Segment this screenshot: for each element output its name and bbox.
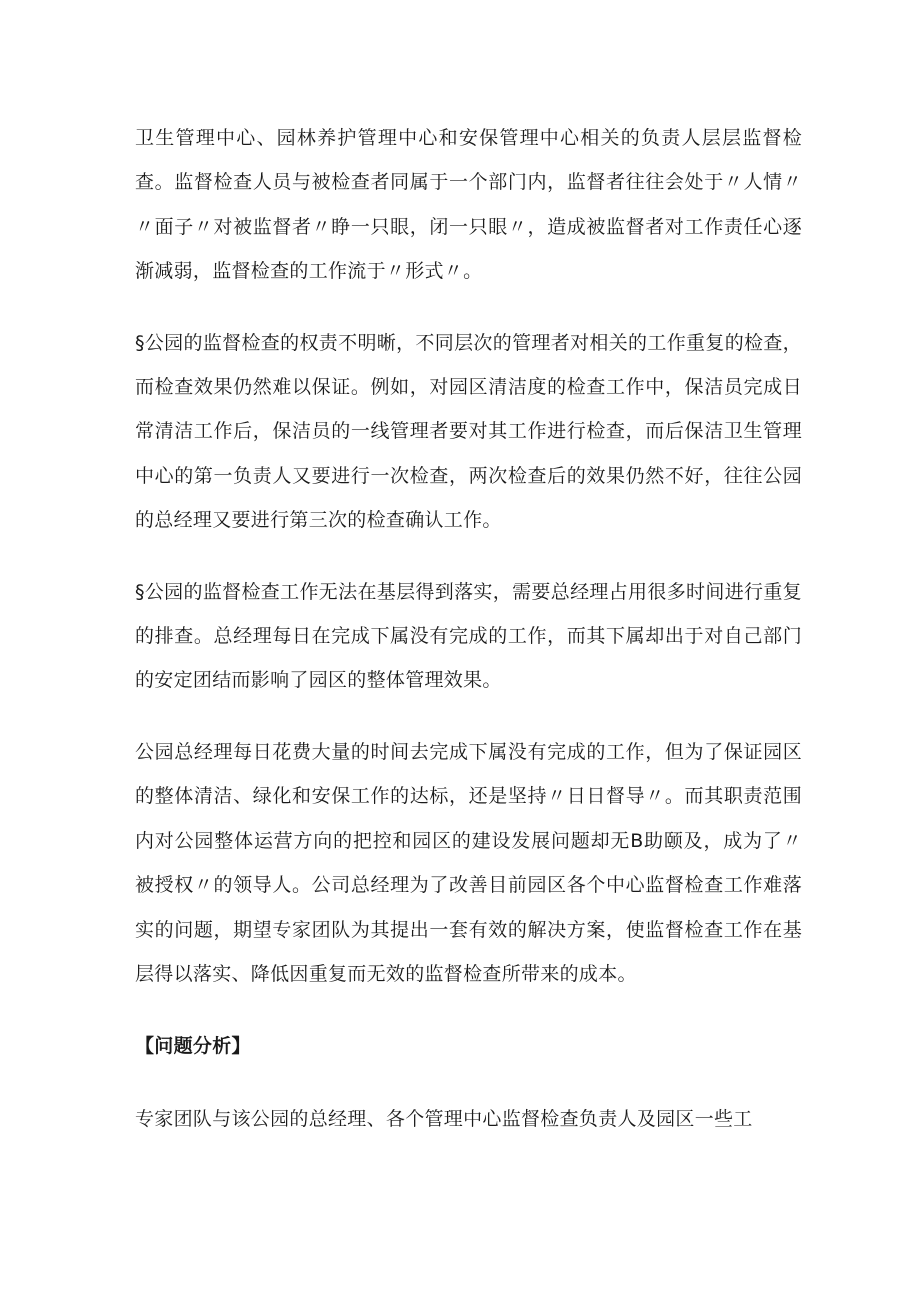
paragraph-supervision-levels: 卫生管理中心、园林养护管理中心和安保管理中心相关的负责人层层监督检查。监督检查人员与被检查者同属于一个部门内，监督者往往会处于〃人情〃〃面子〃对被监督者〃睁一只眼，闭一只眼〃，造成被监督者对工作责任心逐渐减弱，监督检查的工作流于〃形式〃。 — [135, 127, 802, 283]
paragraph-unclear-responsibility: §公园的监督检查的权责不明晰，不同层次的管理者对相关的工作重复的检查，而检查效果仍然难以保证。例如，对园区清洁度的检查工作中，保洁员完成日常清洁工作后，保洁员的一线管理者要对其工作进行检查，而后保洁卫生管理中心的第一负责人又要进行一次检查，两次检查后的效果仍然不好，往往公园的总经理又要进行第三次的检查确认工作。 — [135, 331, 802, 532]
section-heading-problem-analysis: 【问题分析】 — [135, 1035, 251, 1058]
paragraph-expert-team: 专家团队与该公园的总经理、各个管理中心监督检查负责人及园区一些工 — [135, 1107, 753, 1130]
paragraph-general-manager: 公园总经理每日花费大量的时间去完成下属没有完成的工作，但为了保证园区的整体清洁、绿化和安保工作的达标，还是坚持〃日日督导〃。而其职责范围内对公园整体运营方向的把控和园区的建设发展问题却无B助颐及，成为了〃被授权〃的领导人。公司总经理为了改善目前园区各个中心监督检查工作难落实的问题，期望专家团队为其提出一套有效的解决方案，使监督检查工作在基层得以落实、降低因重复而无效的监督检查所带来的成本。 — [135, 740, 802, 985]
paragraph-grassroots-implementation: §公园的监督检查工作无法在基层得到落实，需要总经理占用很多时间进行重复的排查。总经理每日在完成下属没有完成的工作，而其下属却出于对自己部门的安定团结而影响了园区的整体管理效果。 — [135, 580, 802, 692]
